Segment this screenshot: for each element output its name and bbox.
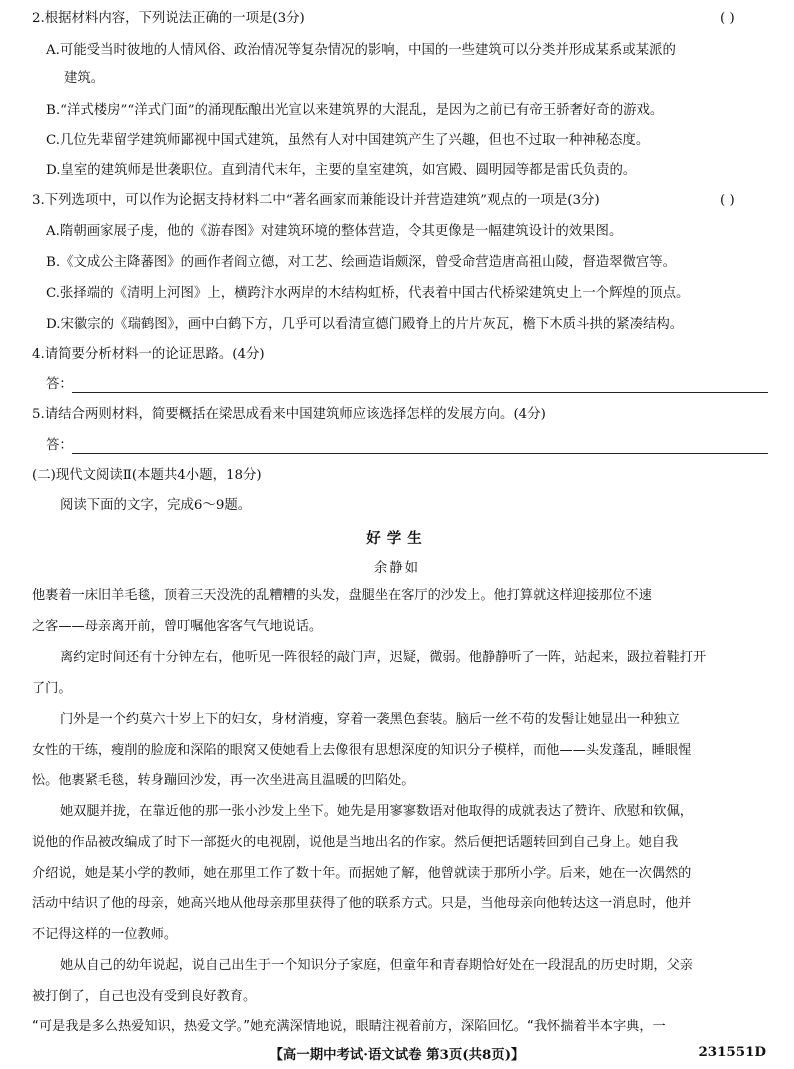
question-4-answer-line[interactable]: [72, 392, 768, 393]
question-3-option-c: C.张择端的《清明上河图》上，横跨汴水两岸的木结构虹桥，代表着中国古代桥梁建筑史上一个辉煌的顶点。: [46, 286, 690, 301]
question-3-stem: 3.下列选项中，可以作为论据支持材料二中“著名画家而兼能设计并营造建筑”观点的一项是(3分): [32, 193, 600, 208]
story-line: 她从自己的幼年说起，说自己出生于一个知识分子家庭，但童年和青春期恰好处在一段混乱的历史时期，父亲: [60, 958, 693, 973]
story-line: 不记得这样的一位教师。: [32, 927, 178, 942]
story-line: 女性的干练，瘦削的脸庞和深陷的眼窝又使她看上去像很有思想深度的知识分子模样，而他——头发蓬乱，睡眼惺: [32, 743, 692, 758]
story-line: 被打倒了，自己也没有受到良好教育。: [32, 989, 257, 1004]
story-line: 了门。: [32, 681, 72, 696]
question-5-answer-line[interactable]: [72, 453, 768, 454]
story-line: 他裹着一床旧羊毛毯，顶着三天没洗的乱糟糟的头发，盘腿坐在客厅的沙发上。他打算就这样迎接那位不速: [32, 588, 652, 603]
story-line: 之客——母亲离开前，曾叮嘱他客客气气地说话。: [32, 619, 323, 634]
story-author: 余静如: [373, 561, 421, 576]
question-5-stem: 5.请结合两则材料，简要概括在梁思成看来中国建筑师应该选择怎样的发展方向。(4分): [32, 407, 546, 422]
question-2-answer-paren: ( ): [720, 11, 735, 26]
question-3-option-a: A.隋朝画家展子虔，他的《游春图》对建筑环境的整体营造，令其更像是一幅建筑设计的效果图。: [46, 224, 623, 239]
story-line: 介绍说，她是某小学的教师，她在那里工作了数十年。而据她了解，他曾就读于那所小学。后来，她在一次偶然的: [32, 866, 692, 881]
question-3-option-b: B.《文成公主降蕃图》的画作者阎立德，对工艺、绘画造诣颇深，曾受命营造唐高祖山陵，督造翠微宫等。: [46, 255, 677, 270]
question-2-option-d: D.皇室的建筑师是世袭职位。直到清代末年，主要的皇室建筑，如宫殿、圆明园等都是雷氏负责的。: [46, 163, 637, 178]
question-4-answer-label: 答：: [46, 377, 73, 392]
section-instruction: 阅读下面的文字，完成6～9题。: [60, 498, 252, 513]
question-3-option-d: D.宋徽宗的《瑞鹤图》，画中白鹤下方，几乎可以看清宣德门殿脊上的片片灰瓦，檐下木质斗拱的紧凑结构。: [46, 317, 684, 332]
story-line: 她双腿并拢，在靠近他的那一张小沙发上坐下。她先是用寥寥数语对他取得的成就表达了赞许、欣慰和钦佩，: [60, 804, 693, 819]
question-4-stem: 4.请简要分析材料一的论证思路。(4分): [32, 347, 265, 362]
story-line: 门外是一个约莫六十岁上下的妇女，身材消瘦，穿着一袭黑色套装。脑后一丝不苟的发髻让她显出一种独立: [60, 712, 680, 727]
story-title: 好学生: [366, 530, 428, 547]
paper-code: 231551D: [698, 1044, 766, 1060]
story-line: 说他的作品被改编成了时下一部挺火的电视剧，说他是当地出名的作家。然后便把话题转回到自己身上。她自我: [32, 835, 679, 850]
question-5-answer-label: 答：: [46, 438, 73, 453]
question-2-option-a-cont: 建筑。: [64, 71, 105, 86]
question-2-option-a: A.可能受当时彼地的人情风俗、政治情况等复杂情况的影响，中国的一些建筑可以分类并形成某系或某派的: [46, 43, 676, 58]
section-heading: (二)现代文阅读Ⅱ(本题共4小题，18分): [32, 468, 262, 483]
question-2-option-c: C.几位先辈留学建筑师鄙视中国式建筑，虽然有人对中国建筑产生了兴趣，但也不过取一种神秘态度。: [46, 133, 650, 148]
story-line: 离约定时间还有十分钟左右，他听见一阵很轻的敲门声，迟疑，微弱。他静静听了一阵，站起来，趿拉着鞋打开: [60, 650, 707, 665]
story-line: 忪。他裹紧毛毯，转身蹦回沙发，再一次坐进高且温暖的凹陷处。: [32, 773, 415, 788]
question-2-stem: 2.根据材料内容，下列说法正确的一项是(3分): [32, 11, 305, 26]
story-line: 活动中结识了他的母亲，她高兴地从他母亲那里获得了他的联系方式。只是，当他母亲向他转达这一消息时，他并: [32, 896, 692, 911]
question-3-answer-paren: ( ): [720, 193, 735, 208]
story-line: “可是我是多么热爱知识，热爱文学。”她充满深情地说，眼睛注视着前方，深陷回忆。“我怀揣着半本字典，一: [32, 1019, 666, 1034]
page-footer: 【高一期中考试·语文试卷 第3页(共8页)】: [269, 1047, 525, 1063]
question-2-option-b: B.“洋式楼房”“洋式门面”的涌现酝酿出光宣以来建筑界的大混乱，是因为之前已有帝王骄奢好奇的游戏。: [46, 103, 664, 118]
